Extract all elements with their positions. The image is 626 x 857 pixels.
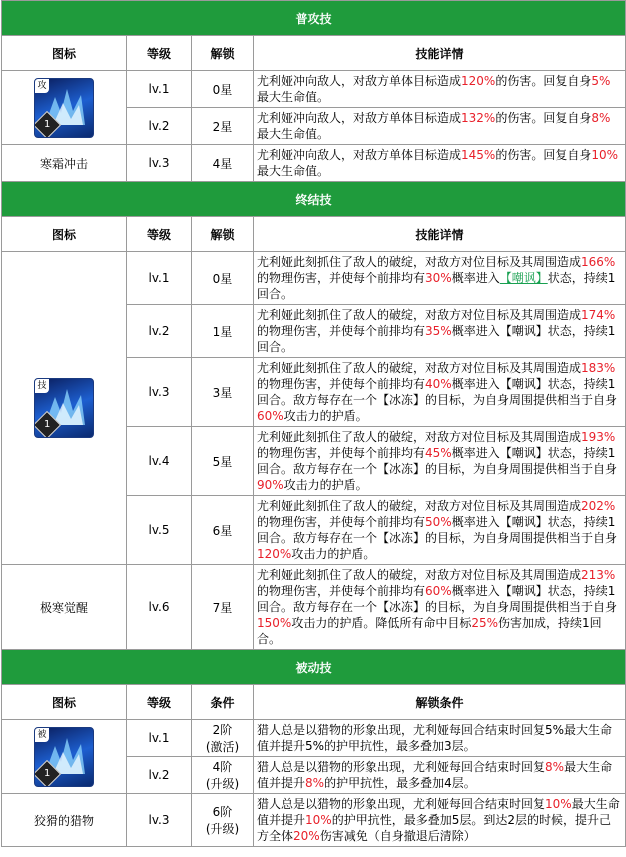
section-title: 终结技 [2, 182, 626, 217]
description-segment: 的护甲抗性，最多叠加5层。到达2层的时候，提升己方全体 [257, 813, 611, 843]
description-segment: 概率进入【嘲讽】状态，持续1回合。敌方每存在一个【冰冻】的目标，为自身周围提供相当于自身 [257, 515, 618, 545]
skill-unlock: 2星 [192, 108, 254, 145]
skill-level: lv.4 [127, 427, 192, 496]
skill-type-tag: 技 [35, 379, 49, 393]
skill-unlock: 2阶 (激活) [192, 720, 254, 757]
skill-description [254, 71, 626, 108]
table-row [2, 252, 626, 305]
description-segment: 的护甲抗性，最多叠加4层。 [324, 776, 476, 790]
skill-icon-cell [2, 252, 127, 565]
table-row [2, 565, 626, 650]
column-header: 图标 [2, 685, 127, 720]
description-segment: 20% [293, 829, 320, 843]
description-segment: 132% [461, 111, 496, 125]
skill-unlock: 3星 [192, 358, 254, 427]
description-segment: 174% [581, 308, 616, 322]
skill-description [254, 757, 626, 794]
table-row [2, 71, 626, 108]
skill-description [254, 145, 626, 182]
description-segment: 最大生命值并提升 [257, 760, 613, 790]
section-title-row [2, 650, 626, 685]
column-header: 条件 [192, 685, 254, 720]
section-title: 普攻技 [2, 1, 626, 36]
header-row [2, 685, 626, 720]
description-segment: 的物理伤害，并使每个前排均有 [257, 324, 426, 338]
description-segment: 猎人总是以猎物的形象出现，尤利娅每回合结束时回复5%最大生命值并提升5%的护甲抗性，最多叠加3层。 [257, 723, 613, 753]
skill-description [254, 108, 626, 145]
table-row [2, 145, 626, 182]
description-segment: 的伤害。回复自身 [495, 148, 592, 162]
column-header: 解锁 [192, 36, 254, 71]
description-segment: 尤利娅此刻抓住了敌人的破绽，对敌方对位目标及其周围造成 [257, 308, 582, 322]
description-segment: 60% [257, 409, 284, 423]
description-segment: 状态，持续1回合。 [257, 271, 616, 301]
skill-description [254, 794, 626, 847]
column-header: 等级 [127, 217, 192, 252]
skill-description [254, 427, 626, 496]
description-segment: 尤利娅此刻抓住了敌人的破绽，对敌方对位目标及其周围造成 [257, 568, 582, 582]
description-segment: 35% [425, 324, 452, 338]
description-segment: 尤利娅此刻抓住了敌人的破绽，对敌方对位目标及其周围造成 [257, 255, 582, 269]
skill-unlock: 0星 [192, 252, 254, 305]
skill-description [254, 720, 626, 757]
skill-icon [34, 78, 94, 138]
description-segment: 尤利娅冲向敌人，对敌方单体目标造成 [257, 74, 462, 88]
description-segment: 的物理伤害，并使每个前排均有 [257, 446, 426, 460]
description-segment: 的伤害。回复自身 [495, 111, 592, 125]
skill-unlock: 0星 [192, 71, 254, 108]
section-title-row [2, 1, 626, 36]
skill-description [254, 496, 626, 565]
description-segment: 概率进入【嘲讽】状态，持续1回合。敌方每存在一个【冰冻】的目标，为自身周围提供相当于自身 [257, 584, 618, 614]
skill-name: 极寒觉醒 [2, 565, 127, 650]
column-header: 技能详情 [254, 36, 626, 71]
skill-level: lv.1 [127, 252, 192, 305]
column-header: 技能详情 [254, 217, 626, 252]
skill-level: lv.1 [127, 720, 192, 757]
skill-description [254, 252, 626, 305]
description-segment: 90% [257, 478, 284, 492]
description-segment: 尤利娅冲向敌人，对敌方单体目标造成 [257, 148, 462, 162]
skill-name: 狡猾的猎物 [2, 794, 127, 847]
skill-level: lv.1 [127, 71, 192, 108]
skill-unlock: 7星 [192, 565, 254, 650]
description-segment: 猎人总是以猎物的形象出现，尤利娅每回合结束时回复 [257, 797, 546, 811]
skill-unlock: 4星 [192, 145, 254, 182]
skill-level: lv.6 [127, 565, 192, 650]
skill-icon-cell [2, 71, 127, 145]
description-segment: 10% [305, 813, 332, 827]
description-segment: 193% [581, 430, 616, 444]
description-segment: 最大生命值。 [257, 164, 330, 178]
skill-level: lv.3 [127, 794, 192, 847]
description-segment: 202% [581, 499, 616, 513]
skill-icon-cell [2, 720, 127, 794]
skill-unlock: 4阶 (升级) [192, 757, 254, 794]
description-segment: 的物理伤害，并使每个前排均有 [257, 271, 426, 285]
column-header: 解锁 [192, 217, 254, 252]
column-header: 解锁条件 [254, 685, 626, 720]
column-header: 等级 [127, 36, 192, 71]
skill-icon [34, 727, 94, 787]
skill-level: lv.5 [127, 496, 192, 565]
description-segment: 60% [425, 584, 452, 598]
skill-level-text: 1 [43, 419, 51, 430]
description-segment: 183% [581, 361, 616, 375]
skill-level: lv.3 [127, 145, 192, 182]
description-segment: 攻击力的护盾。 [283, 478, 368, 492]
description-segment: 的物理伤害，并使每个前排均有 [257, 584, 426, 598]
description-segment: 概率进入【嘲讽】状态，持续1回合。敌方每存在一个【冰冻】的目标，为自身周围提供相当于自身 [257, 446, 618, 476]
description-segment: 的物理伤害，并使每个前排均有 [257, 515, 426, 529]
description-segment: 166% [581, 255, 616, 269]
description-segment: 尤利娅此刻抓住了敌人的破绽，对敌方对位目标及其周围造成 [257, 430, 582, 444]
description-segment: 40% [425, 377, 452, 391]
skill-level-text: 1 [43, 767, 51, 779]
skill-level: lv.2 [127, 108, 192, 145]
table-row [2, 720, 626, 757]
description-segment: 145% [461, 148, 496, 162]
description-segment: 伤害加成，持续1回合。 [257, 616, 602, 646]
section-title: 被动技 [2, 650, 626, 685]
description-segment: 概率进入【嘲讽】状态，持续1回合。 [257, 324, 616, 354]
section-title-row [2, 182, 626, 217]
skill-type-tag: 攻 [35, 79, 49, 93]
description-segment: 尤利娅冲向敌人，对敌方单体目标造成 [257, 111, 462, 125]
description-segment: 45% [425, 446, 452, 460]
description-segment: 120% [257, 547, 292, 561]
description-segment: 尤利娅此刻抓住了敌人的破绽，对敌方对位目标及其周围造成 [257, 499, 582, 513]
description-segment: 最大生命值并提升 [257, 797, 620, 827]
column-header: 等级 [127, 685, 192, 720]
description-segment: 8% [545, 760, 565, 774]
skill-description [254, 358, 626, 427]
description-segment: 10% [591, 148, 619, 162]
skill-unlock: 5星 [192, 427, 254, 496]
description-segment: 攻击力的护盾。 [283, 409, 368, 423]
skill-unlock: 6星 [192, 496, 254, 565]
skill-description [254, 565, 626, 650]
skill-type-tag: 被 [35, 728, 49, 742]
description-segment: 攻击力的护盾。降低所有命中目标 [291, 616, 472, 630]
skill-table [1, 0, 626, 847]
table-row [2, 794, 626, 847]
description-segment: 150% [257, 616, 292, 630]
description-segment: 【嘲讽】 [499, 271, 548, 285]
description-segment: 猎人总是以猎物的形象出现，尤利娅每回合结束时回复 [257, 760, 546, 774]
description-segment: 概率进入【嘲讽】状态，持续1回合。敌方每存在一个【冰冻】的目标，为自身周围提供相当于自身 [257, 377, 618, 407]
description-segment: 的物理伤害，并使每个前排均有 [257, 377, 426, 391]
description-segment: 概率进入 [451, 271, 500, 285]
description-segment: 尤利娅此刻抓住了敌人的破绽，对敌方对位目标及其周围造成 [257, 361, 582, 375]
description-segment: 50% [425, 515, 452, 529]
description-segment: 的伤害。回复自身 [495, 74, 592, 88]
description-segment: 25% [471, 616, 498, 630]
description-segment: 5% [591, 74, 611, 88]
skill-name: 寒霜冲击 [2, 145, 127, 182]
description-segment: 8% [591, 111, 611, 125]
header-row [2, 217, 626, 252]
description-segment: 120% [461, 74, 496, 88]
description-segment: 8% [305, 776, 325, 790]
column-header: 图标 [2, 36, 127, 71]
skill-description [254, 305, 626, 358]
skill-level: lv.2 [127, 757, 192, 794]
description-segment: 伤害减免（自身撤退后清除） [319, 829, 476, 843]
description-segment: 最大生命值。 [257, 127, 330, 141]
skill-level: lv.3 [127, 358, 192, 427]
skill-level: lv.2 [127, 305, 192, 358]
description-segment: 213% [581, 568, 616, 582]
description-segment: 10% [545, 797, 572, 811]
column-header: 图标 [2, 217, 127, 252]
description-segment: 最大生命值。 [257, 90, 330, 104]
description-segment: 30% [425, 271, 452, 285]
description-segment: 攻击力的护盾。 [291, 547, 376, 561]
header-row [2, 36, 626, 71]
skill-unlock: 1星 [192, 305, 254, 358]
skill-level-text: 1 [43, 118, 51, 130]
skill-icon [34, 378, 94, 438]
skill-unlock: 6阶 (升级) [192, 794, 254, 847]
